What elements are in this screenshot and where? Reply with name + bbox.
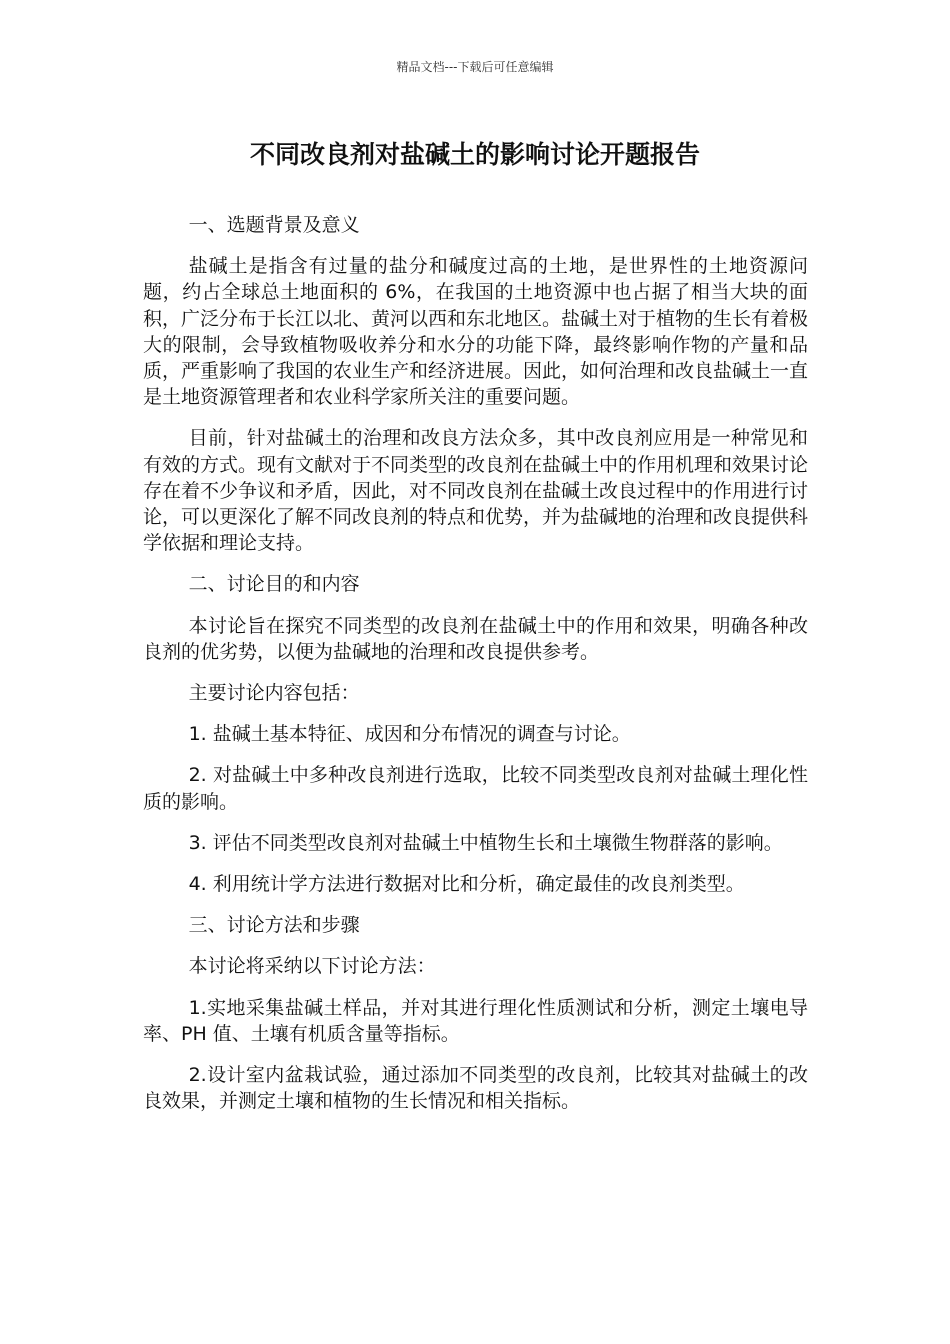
paragraph: 本讨论将采纳以下讨论方法： <box>188 955 436 978</box>
list-item: 2.设计室内盆栽试验，通过添加不同类型的改良剂，比较其对盐碱土的改良效果，并测定土壤和植物的生长情况和相关指标。 <box>143 1064 808 1113</box>
paragraph: 目前，针对盐碱土的治理和改良方法众多，其中改良剂应用是一种常见和有效的方式。现有文献对于不同类型的改良剂在盐碱土中的作用机理和效果讨论存在着不少争议和矛盾，因此，对不同改良剂在盐碱土改良过程中的作用进行讨论，可以更深化了解不同改良剂的特点和优势，并为盐碱地的治理和改良提供科学依据和理论支持。 <box>143 427 809 555</box>
paragraph: 主要讨论内容包括： <box>188 682 360 705</box>
section-heading: 三、讨论方法和步骤 <box>188 914 360 937</box>
list-item: 4. 利用统计学方法进行数据对比和分析，确定最佳的改良剂类型。 <box>188 873 745 896</box>
section-heading: 二、讨论目的和内容 <box>188 573 360 596</box>
page-header: 精品文档---下载后可任意编辑 <box>396 60 554 74</box>
list-item: 1.实地采集盐碱土样品，并对其进行理化性质测试和分析，测定土壤电导率、PH 值、土壤有机质含量等指标。 <box>143 996 808 1045</box>
document-title: 不同改良剂对盐碱土的影响讨论开题报告 <box>249 140 700 169</box>
section-heading: 一、选题背景及意义 <box>188 214 360 236</box>
list-item: 1. 盐碱土基本特征、成因和分布情况的调查与讨论。 <box>188 723 631 746</box>
list-item: 3. 评估不同类型改良剂对盐碱土中植物生长和土壤微生物群落的影响。 <box>188 831 783 854</box>
document-body <box>143 212 808 1129</box>
list-item: 2. 对盐碱土中多种改良剂进行选取，比较不同类型改良剂对盐碱土理化性质的影响。 <box>143 764 808 813</box>
paragraph: 本讨论旨在探究不同类型的改良剂在盐碱土中的作用和效果，明确各种改良剂的优劣势，以便为盐碱地的治理和改良提供参考。 <box>143 614 808 663</box>
paragraph: 盐碱土是指含有过量的盐分和碱度过高的土地，是世界性的土地资源问题，约占全球总土地面积的 6%，在我国的土地资源中也占据了相当大块的面积，广泛分布于长江以北、黄河以西和东北地区。盐碱土对于植物的生长有着极大的限制，会导致植物吸收养分和水分的功能下降，最终影响作物的产量和品质，严重影响了我国的农业生产和经济进展。因此，如何治理和改良盐碱土一直是土地资源管理者和农业科学家所关注的重要问题。 <box>143 255 809 409</box>
